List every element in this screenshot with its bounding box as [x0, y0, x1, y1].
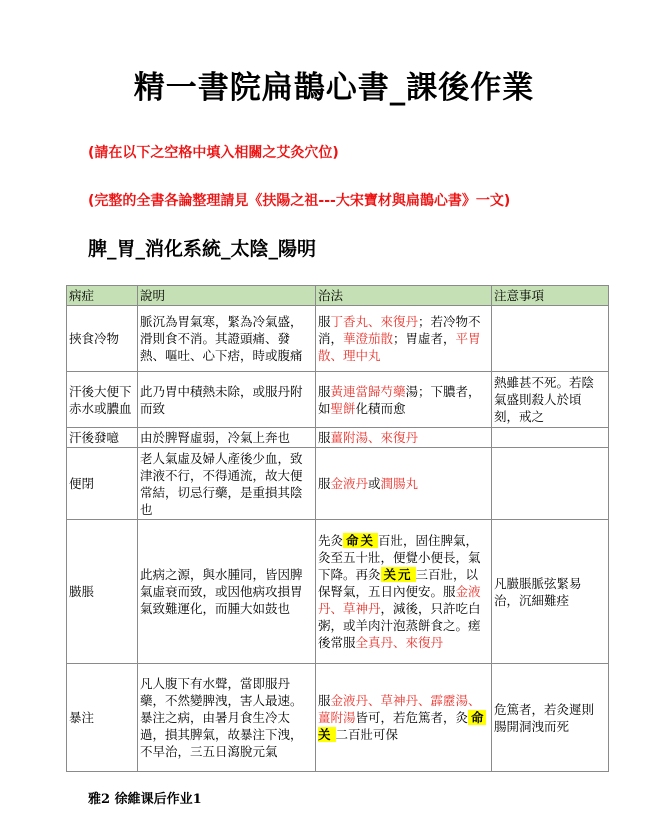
acupoint-answer: 命关: [343, 533, 378, 548]
treatment-cell: [316, 372, 492, 428]
header-disease: 病症: [67, 286, 138, 306]
treatment-text: 服: [318, 476, 331, 491]
disease-cell: 便閉: [67, 448, 138, 520]
caution-cell: [492, 428, 609, 448]
remedy-name: 潤腸丸: [380, 476, 419, 491]
treatment-text: 或: [368, 476, 381, 491]
treatment-text: 百壯，固住脾氣，灸至五十壯，便覺小便長，氣下降。再灸: [318, 533, 481, 582]
description-cell: 由於脾腎虛弱，冷氣上奔也: [138, 428, 316, 448]
disease-cell: 臌脹: [67, 520, 138, 664]
remedy-name: 金液丹、草神丹: [318, 584, 481, 616]
table-row: [67, 306, 609, 372]
description-cell: 脈沉為胃氣寒，緊為冷氣盛，滑則食不消。其證頭痛、發熱、嘔吐、心下痞，時或腹痛: [138, 306, 316, 372]
treatment-text: ，減後，只許吃白粥，或羊肉汁泡蒸餅食之。瘥後常服: [318, 601, 481, 650]
section-heading: 脾_胃_消化系統_太陰_陽明: [88, 238, 317, 260]
treatment-text: 服: [318, 314, 331, 329]
treatment-text: 三百壯，以保腎氣，五日內便安。服: [318, 567, 479, 599]
treatment-cell: [316, 520, 492, 664]
treatment-text: 服: [318, 430, 331, 445]
remedy-name: 華澄茄散: [343, 331, 394, 346]
treatment-text: 化積而愈: [355, 400, 406, 416]
caution-cell: 危篤者，若灸遲則腸開洞洩而死: [492, 664, 609, 772]
header-description: 說明: [138, 286, 316, 306]
remedy-name: 金液丹: [330, 476, 369, 491]
treatment-cell: [316, 448, 492, 520]
header-treatment: 治法: [316, 286, 492, 306]
treatment-text: 服: [318, 693, 331, 708]
treatment-text: 皆可，若危篤者，灸: [355, 710, 469, 725]
description-cell: 老人氣虛及婦人產後少血，致津液不行，不得通流，故大便常結，切忌行藥，是重損其陰也: [138, 448, 316, 520]
description-cell: 此病之源，與水腫同，皆因脾氣虛衰而致，或因他病攻損胃氣致難運化，而腫大如鼓也: [138, 520, 316, 664]
disease-cell: 挾食冷物: [67, 306, 138, 372]
table-row: [67, 664, 609, 772]
remedy-name: 丁香丸、來復丹: [330, 314, 419, 329]
instruction-note: (請在以下之空格中填入相關之艾灸穴位): [88, 145, 339, 161]
header-caution: 注意事項: [492, 286, 609, 306]
caution-cell: 凡臌脹脈弦緊易治，沉細難痊: [492, 520, 609, 664]
treatment-text: 二百壯可保: [335, 727, 399, 742]
caution-cell: [492, 306, 609, 372]
remedy-name: 薑附湯、來復丹: [330, 430, 419, 445]
description-cell: 此乃胃中積熱未除，或服丹附而致: [138, 372, 316, 428]
homework-table: [66, 285, 609, 772]
treatment-text: 先灸: [318, 533, 344, 548]
acupoint-answer: 命关: [318, 710, 486, 742]
table-row: [67, 428, 609, 448]
treatment-text: ；胃虛者，: [393, 331, 456, 346]
page-title: 精一書院扁鵲心書_課後作業: [133, 70, 535, 106]
treatment-text: ；若冷物不消，: [318, 314, 481, 346]
description-cell: 凡人腹下有水聲，當即服丹藥，不然變脾洩，害人最速。暴注之病，由暑月食生冷太過，損其脾氣，故暴注下洩，不早治，三五日瀉脫元氣: [138, 664, 316, 772]
caution-cell: 熱雖甚不死。若陰氣盛則殺人於頃刻，戒之: [492, 372, 609, 428]
treatment-cell: [316, 306, 492, 372]
remedy-name: 聖餅: [330, 400, 356, 416]
acupoint-answer: 关元: [381, 567, 416, 582]
treatment-text: 服: [318, 383, 331, 399]
treatment-text: 湯；下膿者，如: [318, 383, 481, 416]
disease-cell: 汗後大便下赤水或膿血: [67, 372, 138, 428]
author-footer: 雅2 徐維课后作业1: [88, 792, 202, 807]
disease-cell: 暴注: [67, 664, 138, 772]
remedy-name: 全真丹、來復丹: [355, 635, 444, 650]
remedy-name: 黃連當歸芍藥: [330, 383, 406, 399]
caution-cell: [492, 448, 609, 520]
table-row: [67, 520, 609, 664]
table-header-row: [67, 286, 609, 306]
disease-cell: 汗後發噫: [67, 428, 138, 448]
treatment-cell: [316, 664, 492, 772]
treatment-cell: [316, 428, 492, 448]
remedy-name: 金液丹、草神丹、霹靂湯、薑附湯: [318, 693, 481, 725]
table-row: [67, 372, 609, 428]
remedy-name: 平胃散、理中丸: [318, 331, 481, 363]
table-row: [67, 448, 609, 520]
reference-note: (完整的全書各論整理請見《扶陽之祖---大宋寶材與扁鵲心書》一文): [88, 193, 511, 209]
